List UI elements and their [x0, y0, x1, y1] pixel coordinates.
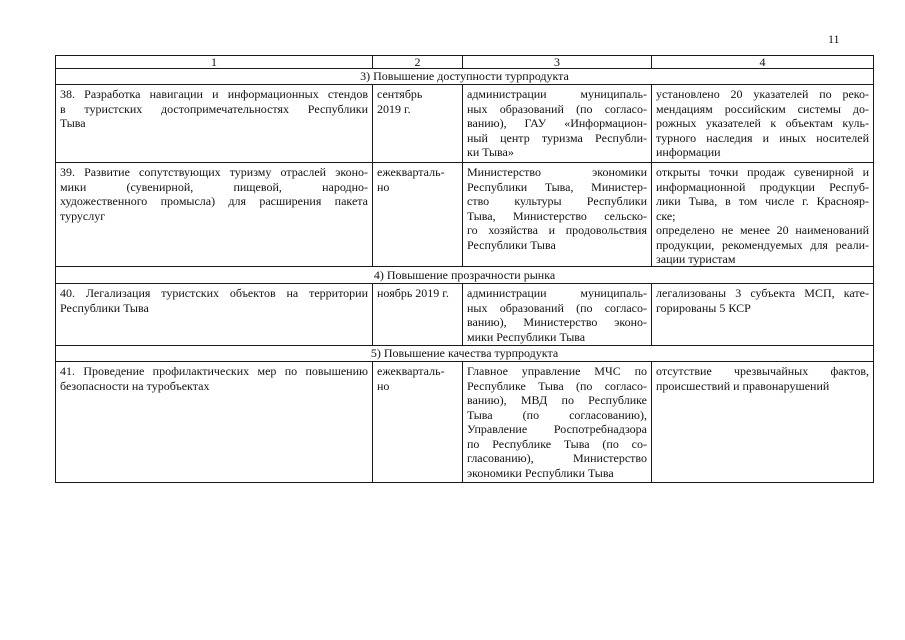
- text-line: художественного промысла) для расширения пакета: [60, 194, 368, 208]
- column-number-header: 2: [373, 56, 463, 69]
- text-line: Республике Тыва (по согласо-: [467, 378, 647, 393]
- section-title: 3) Повышение доступности турпродукта: [56, 69, 874, 85]
- text-line: отсутствие чрезвычайных фактов,: [656, 364, 869, 378]
- text-line: Тыва, Министерство сельско-: [467, 208, 647, 223]
- responsible-cell: [463, 284, 652, 346]
- text-line: го хозяйства и продовольствия: [467, 223, 647, 237]
- deadline-cell: [373, 362, 463, 483]
- responsible-cell: [463, 163, 652, 267]
- text-line: мики Республики Тыва: [467, 329, 586, 344]
- text-line: мики (сувенирной, пищевой, народно-: [60, 179, 368, 194]
- text-line: Тыва: [60, 116, 86, 130]
- responsible-cell: [463, 85, 652, 163]
- text-line: экономики Республики Тыва: [467, 465, 614, 480]
- text-line: но: [377, 378, 390, 393]
- text-line: рожных указателей к объектам куль-: [656, 116, 869, 130]
- text-line: Республики Тыва: [60, 300, 149, 315]
- column-number-header: 1: [56, 56, 373, 69]
- result-cell: [652, 362, 874, 483]
- responsible-cell: [463, 362, 652, 483]
- text-line: туруслуг: [60, 208, 106, 223]
- text-line: зации туристам: [656, 252, 736, 266]
- text-line: сентябрь: [377, 87, 423, 101]
- text-line: ежекварталь-: [377, 165, 445, 179]
- text-line: по Республике Тыва (по со-: [467, 436, 647, 451]
- section-title: 4) Повышение прозрачности рынка: [56, 267, 874, 284]
- text-line: горированы 5 КСР: [656, 300, 751, 315]
- text-line: информационной продукции Респуб-: [656, 179, 869, 194]
- text-line: открыты точки продаж сувенирной и: [656, 165, 869, 179]
- section-title: 5) Повышение качества турпродукта: [56, 346, 874, 362]
- events-table: [55, 55, 874, 483]
- deadline-cell: [373, 85, 463, 163]
- text-line: гласованию), Министерство: [467, 451, 647, 465]
- text-line: мендациям российским системы до-: [656, 101, 869, 116]
- result-cell: [652, 284, 874, 346]
- result-cell: [652, 163, 874, 267]
- text-line: ванию), Министерство эконо-: [467, 315, 647, 329]
- page-number: 11: [828, 32, 840, 46]
- text-line: легализованы 3 субъекта МСП, кате-: [656, 286, 869, 300]
- text-line: ноябрь 2019 г.: [377, 286, 449, 300]
- text-line: лики Тыва, в том числе г. Краснояр-: [656, 194, 869, 208]
- text-line: но: [377, 179, 390, 194]
- text-line: Министерство экономики: [467, 165, 647, 179]
- text-line: установлено 20 указателей по реко-: [656, 87, 869, 101]
- text-line: ных образований (по согласо-: [467, 300, 647, 315]
- text-line: ванию), ГАУ «Информацион-: [467, 116, 647, 130]
- text-line: Управление Роспотребнадзора: [467, 422, 647, 436]
- text-line: происшествий и правонарушений: [656, 378, 830, 393]
- text-line: безопасности на туробъектах: [60, 378, 210, 393]
- event-cell: [56, 362, 373, 483]
- event-cell: [56, 284, 373, 346]
- text-line: 40. Легализация туристских объектов на территории: [60, 286, 368, 300]
- text-line: Республики Тыва: [467, 237, 556, 252]
- text-line: ство культуры Республики: [467, 194, 647, 208]
- result-cell: [652, 85, 874, 163]
- text-line: администрации муниципаль-: [467, 286, 647, 300]
- deadline-cell: [373, 284, 463, 346]
- text-line: турного наследия и иных носителей: [656, 130, 869, 145]
- column-number-header: 3: [463, 56, 652, 69]
- text-line: информации: [656, 145, 721, 159]
- event-cell: [56, 163, 373, 267]
- text-line: ных образований (по согласо-: [467, 101, 647, 116]
- text-line: ске;: [656, 208, 676, 223]
- text-line: Главное управление МЧС по: [467, 364, 647, 378]
- text-line: определено не менее 20 наименований: [656, 223, 869, 237]
- text-line: ежекварталь-: [377, 364, 445, 378]
- text-line: продукции, рекомендуемых для реали-: [656, 237, 869, 252]
- deadline-cell: [373, 163, 463, 267]
- text-line: ный центр туризма Республи-: [467, 130, 647, 145]
- text-line: Тыва (по согласованию),: [467, 407, 647, 422]
- text-line: ванию), МВД по Республике: [467, 393, 647, 407]
- text-line: 38. Разработка навигации и информационных стендов: [60, 87, 368, 101]
- text-line: 2019 г.: [377, 101, 411, 116]
- text-line: в туристских достопримечательностях Республики: [60, 101, 368, 116]
- text-line: Республики Тыва, Министер-: [467, 179, 647, 194]
- text-line: администрации муниципаль-: [467, 87, 647, 101]
- event-cell: [56, 85, 373, 163]
- text-line: 41. Проведение профилактических мер по повышению: [60, 364, 368, 378]
- text-line: 39. Развитие сопутствующих туризму отраслей эконо-: [60, 165, 368, 179]
- column-number-header: 4: [652, 56, 874, 69]
- text-line: ки Тыва»: [467, 145, 514, 159]
